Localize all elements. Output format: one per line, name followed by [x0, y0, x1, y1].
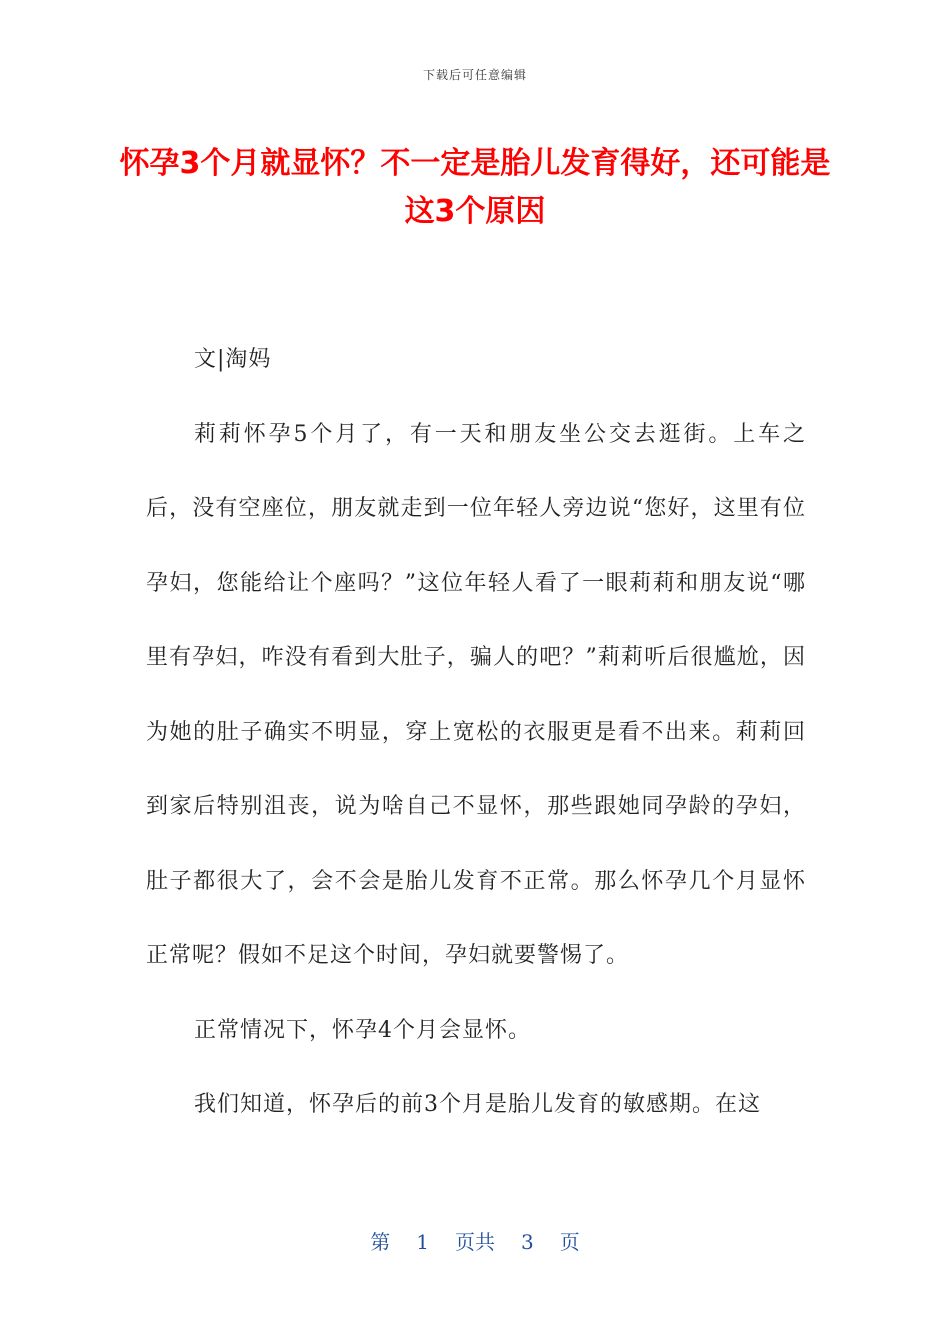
paragraph: 莉莉怀孕5个月了，有一天和朋友坐公交去逛街。上车之后，没有空座位，朋友就走到一位年轻人旁边说“您好，这里有位孕妇，您能给让个座吗？”这位年轻人看了一眼莉莉和朋友说“哪里有孕妇，咋没有看到大肚子，骗人的吧？”莉莉听后很尴尬，因为她的肚子确实不明显，穿上宽松的衣服更是看不出来。莉莉回到家后特别沮丧，说为啥自己不显怀，那些跟她同孕龄的孕妇，肚子都很大了，会不会是胎儿发育不正常。那么怀孕几个月显怀正常呢？假如不足这个时间，孕妇就要警惕了。 [146, 421, 806, 968]
page-label-suffix: 页 [559, 1230, 580, 1254]
page-footer [0, 1226, 950, 1255]
page-label-mid: 页共 [455, 1230, 495, 1254]
page-label-prefix: 第 [370, 1230, 391, 1254]
paragraph: 正常情况下，怀孕4个月会显怀。 [194, 1017, 531, 1043]
header-note: 下载后可任意编辑 [422, 68, 527, 82]
total-pages-number: 3 [521, 1230, 534, 1254]
article-body [146, 323, 806, 1143]
current-page-number: 1 [416, 1230, 429, 1254]
paragraph: 我们知道，怀孕后的前3个月是胎儿发育的敏感期。在这 [194, 1092, 761, 1117]
author-line: 文|淘妈 [194, 347, 272, 372]
page-title: 怀孕3个月就显怀？不一定是胎儿发育得好，还可能是这3个原因 [119, 146, 831, 229]
